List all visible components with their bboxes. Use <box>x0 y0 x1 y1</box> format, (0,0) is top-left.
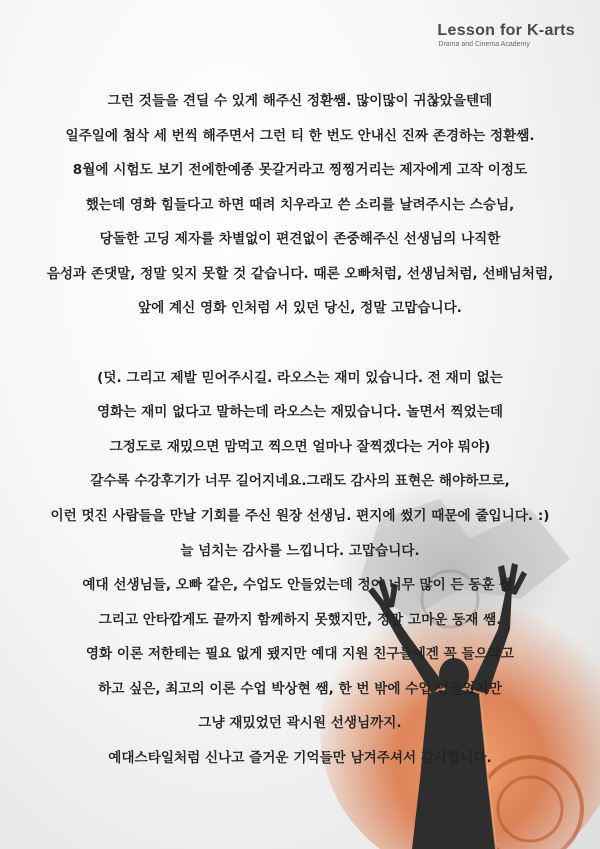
letter-body <box>0 84 600 775</box>
letter-line: 영화 이론 저한테는 필요 없게 됐지만 예대 지원 친구들에겐 꼭 들으라고 <box>85 646 515 663</box>
letter-line: 이런 멋진 사람들을 만날 기회를 주신 원장 선생님. 편지에 썼기 때문에 줄입니다. :) <box>50 508 550 525</box>
letter-line: 당돌한 고딩 제자를 차별없이 편견없이 존중해주신 선생님의 나직한 <box>99 231 501 248</box>
academy-logo <box>437 22 575 49</box>
letter-line: 음성과 존댓말, 정말 잊지 못할 것 같습니다. 때론 오빠처럼, 선생님처럼, 선배님처럼, <box>46 265 554 282</box>
letter-paragraph-1 <box>0 84 600 326</box>
letter-line: 그리고 안타깝게도 끝까지 함께하지 못했지만, 정말 고마운 동재 쌤. <box>98 611 502 628</box>
letter-line: 하고 싶은, 최고의 이론 수업 박상현 쌤, 한 번 밖에 수업 안들었지만 <box>98 680 502 697</box>
letter-line: 갈수록 수강후기가 너무 길어지네요.그래도 감사의 표현은 해야하므로, <box>90 473 510 490</box>
letter-paragraph-2 <box>0 361 600 776</box>
logo-title: Lesson for K-arts <box>437 22 575 39</box>
letter-line: 예대 선생님들, 오빠 같은, 수업도 안들었는데 정이 너무 많이 든 동훈 쌤. <box>82 577 518 594</box>
logo-subtitle: Drama and Cinema Academy <box>438 41 530 48</box>
letter-line: 영화는 재미 없다고 말하는데 라오스는 재밌습니다. 놀면서 찍었는데 <box>97 404 503 421</box>
letter-line: 그런 것들을 견딜 수 있게 해주신 정환쌤. 많이많이 귀찮았을텐데 <box>107 93 493 109</box>
paragraph-gap <box>0 326 600 361</box>
letter-line: 했는데 영화 힘들다고 하면 때려 치우라고 쓴 소리를 날려주시는 스승님, <box>85 196 515 213</box>
letter-line: 일주일에 첨삭 세 번씩 해주면서 그런 티 한 번도 안내신 진짜 존경하는 정환쌤. <box>65 127 535 144</box>
letter-line: (덧. 그리고 제발 믿어주시길. 라오스는 재미 있습니다. 전 재미 없는 <box>97 369 503 386</box>
letter-line: 앞에 계신 영화 인처럼 서 있던 당신, 정말 고맙습니다. <box>138 300 462 317</box>
letter-line: 8월에 시험도 보기 전에한예종 못갈거라고 찡찡거리는 제자에게 고작 이정도 <box>72 162 528 179</box>
letter-line: 그정도로 재밌으면 맘먹고 찍으면 얼마나 잘찍겠다는 거야 뭐야) <box>109 438 491 455</box>
letter-line: 예대스타일처럼 신나고 즐거운 기억들만 남겨주셔서 감사합니다. <box>108 749 492 766</box>
letter-line: 그냥 재밌었던 곽시원 선생님까지. <box>198 715 402 732</box>
letter-line: 늘 넘치는 감사를 느낍니다. 고맙습니다. <box>180 542 420 559</box>
